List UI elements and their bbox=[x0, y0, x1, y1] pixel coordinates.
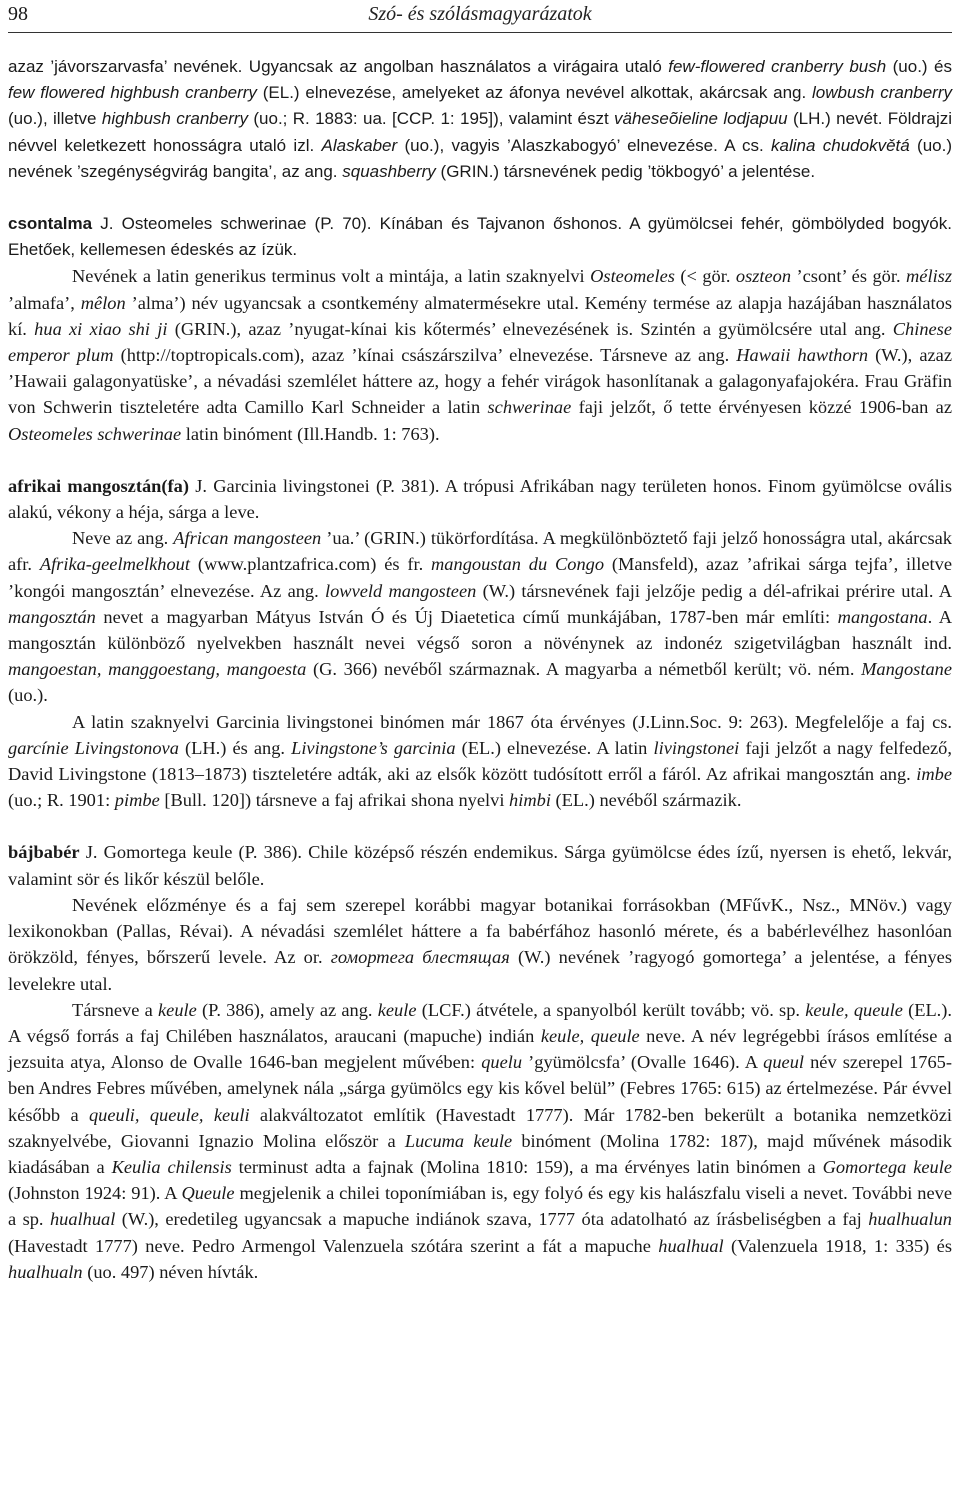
running-header: Szó- és szólásmagyarázatok bbox=[368, 3, 592, 25]
entry-csontalma-intro: csontalma J. Osteomeles schwerinae (P. 70). Kínában és Tajvanon őshonos. A gyümölcsei fehér, gömbölyded bogyók. Ehetőek, kellemesen édeskés az ízük. bbox=[8, 214, 952, 260]
entry-mangosztan-intro: afrikai mangosztán(fa) J. Garcinia livingstonei (P. 381). A trópusi Afrikában nagy területen honos. Finom gyümölcse ovális alakú, vékony a héja, sárga a leve. bbox=[8, 475, 952, 523]
book-page bbox=[8, 0, 953, 1282]
entry-bajbaber-etymology: Nevének előzménye és a faj sem szerepel korábbi magyar botanikai forrásokban (MFűvK., Nsz., MNöv.) vagy lexikonokban (Pallas, Révai). A névadási szemlélet háttere a fa babérfához hasonló mérete, és a babérlevélhez hasonlóan örökzöld, fényes, bőrszerű levele. Az or. гомортега блестящая (W.) nevének ’ragyogó gomortega’ a jelentése, a fényes levelekre utal. bbox=[8, 894, 952, 994]
headword-csontalma: csontalma bbox=[8, 214, 93, 234]
headword-bajbaber: bájbabér bbox=[8, 842, 80, 863]
entry-bajbaber-synonym: Társneve a keule (P. 386), amely az ang. keule (LCF.) átvétele, a spanyolból került tovább; vö. sp. keule, queule (EL.). A végső forrás a faj Chilében használatos, araucani (mapuche) indián keule, queule neve. A név legrégebbi írásos említése a jezsuita atya, Alonso de Ovalle 1646-ban megjelent művében: quelu ’gyümölcsfa’ (Ovalle 1646). A queul név szerepel 1765-ben Andres Febres művében, amelynek nála „sárga gyümölcs egy kis kővel belül” (Febres 1765: 615) az értelmezése. Pár évvel később a queuli, queule, keuli alakváltozatot említik (Havestadt 1777). Már 1782-ben bekerült a botanika nemzetközi szaknyelvébe, Giovanni Ignazio Molina először a Lucuma keule binóment (Molina 1782: 187), majd művének második kiadásában a Keulia chilensis terminust adta a fajnak (Molina 1810: 159), a ma érvényes latin binómen a Gomortega keule (Johnston 1924: 91). A Queule megjelenik a chilei toponímiában is, egy folyó és egy kis halászfalu viseli a nevet. További neve a sp. hualhual (W.), eredetileg ugyancsak a mapuche indiánok szava, 1777 óta adatolható az írásbeliségben a faj hualhualun (Havestadt 1777) neve. Pedro Armengol Valenzuela szótára szerint a fát a mapuche hualhual (Valenzuela 1918, 1: 335) és hualhualn (uo. 497) néven hívták. bbox=[8, 999, 953, 1282]
page-body bbox=[8, 54, 952, 1285]
page-header bbox=[8, 0, 952, 33]
entry-mangosztan-etymology: Neve az ang. African mangosteen ’ua.’ (GRIN.) tükörfordítása. A megkülönböztető faji jelző honosságra utal, akárcsak afr. Afrika-geelmelkhout (www.plantzafrica.com) és fr. mangoustan du Congo (Mansfeld), azaz ’afrikai sárga tejfa’, illetve ’kongói mangosztán’ elnevezése. Az ang. lowveld mangosteen (W.) társnevének faji jelzője pedig a dél-afrikai prérire utal. A mangosztán nevet a magyarban Mátyus István Ó és Új Diaetetica című munkájában, 1787-ben már említi: mangostana. A mangosztán különböző nyelvekben használt nevei végső soron a növénynek az indonéz szigetvilágban használt ind. mangoestan, manggoestang, mangoesta (G. 366) nevéből származnak. A magyarba a németből került; vö. ném. Mangostane (uo.). bbox=[8, 528, 952, 706]
headword-afrikai-mangosztan: afrikai mangosztán(fa) bbox=[8, 475, 189, 496]
entry-bajbaber-intro: bájbabér J. Gomortega keule (P. 386). Chile középső részén endemikus. Sárga gyümölcse édes ízű, nyersen is ehető, lekvár, valamint sör és likőr készül belőle. bbox=[8, 842, 952, 889]
entry-mangosztan-binomen: A latin szaknyelvi Garcinia livingstonei binómen már 1867 óta érvényes (J.Linn.Soc. 9: 263). Megfelelője a faj cs. garcínie Livingstonova (LH.) és ang. Livingstone’s garcinia (EL.) elnevezése. A latin livingstonei faji jelzőt a nagy felfedező, David Livingstone (1813–1873) tiszteletére adták, aki az elsők között tudósított erről a fáról. Az afrikai mangosztán ang. imbe (uo.; R. 1901: pimbe [Bull. 120]) társneve a faj afrikai shona nyelvi himbi (EL.) nevéből származik. bbox=[8, 711, 952, 811]
page-number: 98 bbox=[8, 3, 28, 25]
continuation-paragraph: azaz ’jávorszarvasfa’ nevének. Ugyancsak az angolban használatos a virágaira utaló few-flowered cranberry bush (uo.) és few flowered highbush cranberry (EL.) elnevezése, amelyeket az áfonya nevével alkottak, akárcsak ang. lowbush cranberry (uo.), illetve highbush cranberry (uo.; R. 1883: ua. [CCP. 1: 195]), valamint észt väheseõieline lodjapuu (LH.) nevét. Földrajzi névvel keletkezett honosságra utaló izl. Alaskaber (uo.), vagyis ’Alaszkabogyó’ elnevezése. A cs. kalina chudokvětá (uo.) nevének ’szegénységvirág bangita’, az ang. squashberry (GRIN.) társnevének pedig ’tökbogyó’ a jelentése. bbox=[8, 57, 953, 181]
entry-csontalma-etymology: Nevének a latin generikus terminus volt a mintája, a latin szaknyelvi Osteomeles (< gör. oszteon ’csont’ és gör. mélisz ’almafa’, mêlon ’alma’) név ugyancsak a csontkemény almatermésekre utal. Kemény termése az alapja hazájában használatos kí. hua xi xiao shi ji (GRIN.), azaz ’nyugat-kínai kis kőtermés’ elnevezésének is. Szintén a gyümölcsére utal ang. Chinese emperor plum (http://toptropicals.com), azaz ’kínai császárszilva’ elnevezése. Társneve az ang. Hawaii hawthorn (W.), azaz ’Hawaii galagonyatüske’, a névadási szemlélet háttere az, hogy a fehér virágok hasonlítanak a galagonyafajokéra. Frau Gräfin von Schwerin tiszteletére adta Camillo Karl Schneider a latin schwerinae faji jelzőt, ő tette érvényesen közzé 1906-ban az Osteomeles schwerinae latin binóment (Ill.Handb. 1: 763). bbox=[8, 266, 953, 444]
